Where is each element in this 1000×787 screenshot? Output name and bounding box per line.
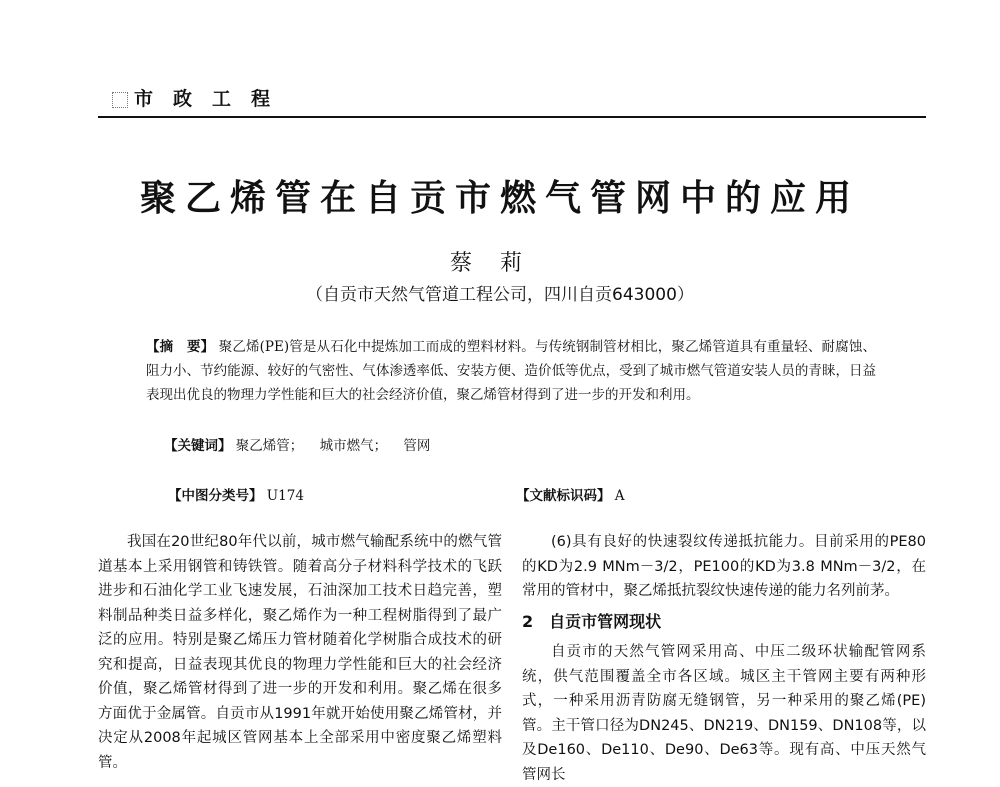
abstract	[146, 335, 876, 407]
author-name: 蔡莉	[449, 251, 550, 276]
body-left-column	[98, 530, 502, 775]
abstract-text: 聚乙烯(PE)管是从石化中提炼加工而成的塑料材料。与传统钢制管材相比，聚乙烯管道具有重量轻、耐腐蚀、阻力小、节约能源、较好的气密性、气体渗透率低、安装方便、造价低等优点，受到了城市燃气管道安装人员的青睐，日益表现出优良的物理力学性能和巨大的社会经济价值，聚乙烯管材得到了进一步的开发和利用。	[146, 339, 877, 403]
section-title: 自贡市管网现状	[549, 611, 662, 631]
clc-number	[168, 484, 304, 504]
section-heading	[522, 610, 926, 635]
keywords	[164, 434, 442, 454]
keyword: 聚乙烯管；	[235, 438, 304, 454]
body-paragraph: (6)具有良好的快速裂纹传递抵抗能力。目前采用的PE80的KD为2.9 MNm－3/2，PE100的KD为3.8 MNm－3/2，在常用的管材中，聚乙烯抵抗裂纹快速传递的能力名列前茅。	[522, 534, 926, 599]
document-code	[516, 484, 625, 504]
doc-code-value: A	[614, 488, 625, 504]
abstract-label: 【摘 要】	[146, 339, 215, 355]
clc-label: 【中图分类号】	[168, 488, 263, 504]
body-right-column	[522, 530, 926, 787]
section-name: 市政工程	[134, 88, 291, 110]
keywords-label: 【关键词】	[164, 438, 232, 454]
section-tag	[112, 84, 290, 111]
header-rule	[98, 116, 926, 118]
article-title: 聚乙烯管在自贡市燃气管网中的应用	[139, 177, 860, 219]
body-paragraph: 自贡市的天然气管网采用高、中压二级环状输配管网系统，供气范围覆盖全市各区域。城区主干管网主要有两种形式，一种采用沥青防腐无缝钢管，另一种采用的聚乙烯(PE)管。主干管口径为DN245、DN219、DN159、DN108等，以及De160、De110、De90、De63等。现有高、中压天然气管网长	[522, 644, 926, 783]
keyword: 管网	[403, 438, 431, 454]
ornament-icon	[112, 92, 128, 108]
author-affiliation: （自贡市天然气管道工程公司，四川自贡643000）	[306, 285, 694, 305]
section-number: 2	[522, 611, 534, 631]
clc-value: U174	[266, 488, 304, 504]
keyword: 城市燃气；	[319, 438, 388, 454]
doc-code-label: 【文献标识码】	[516, 488, 611, 504]
body-paragraph: 我国在20世纪80年代以前，城市燃气输配系统中的燃气管道基本上采用钢管和铸铁管。随着高分子材料科学技术的飞跃进步和石油化学工业飞速发展，石油深加工技术日趋完善，塑料制品种类日益多样化，聚乙烯作为一种工程树脂得到了最广泛的应用。特别是聚乙烯压力管材随着化学树脂合成技术的研究和提高，日益表现其优良的物理力学性能和巨大的社会经济价值，聚乙烯管材得到了进一步的开发和利用。聚乙烯在很多方面优于金属管。自贡市从1991年就开始使用聚乙烯管材，并决定从2008年起城区管网基本上全部采用中密度聚乙烯塑料管。	[98, 534, 502, 771]
